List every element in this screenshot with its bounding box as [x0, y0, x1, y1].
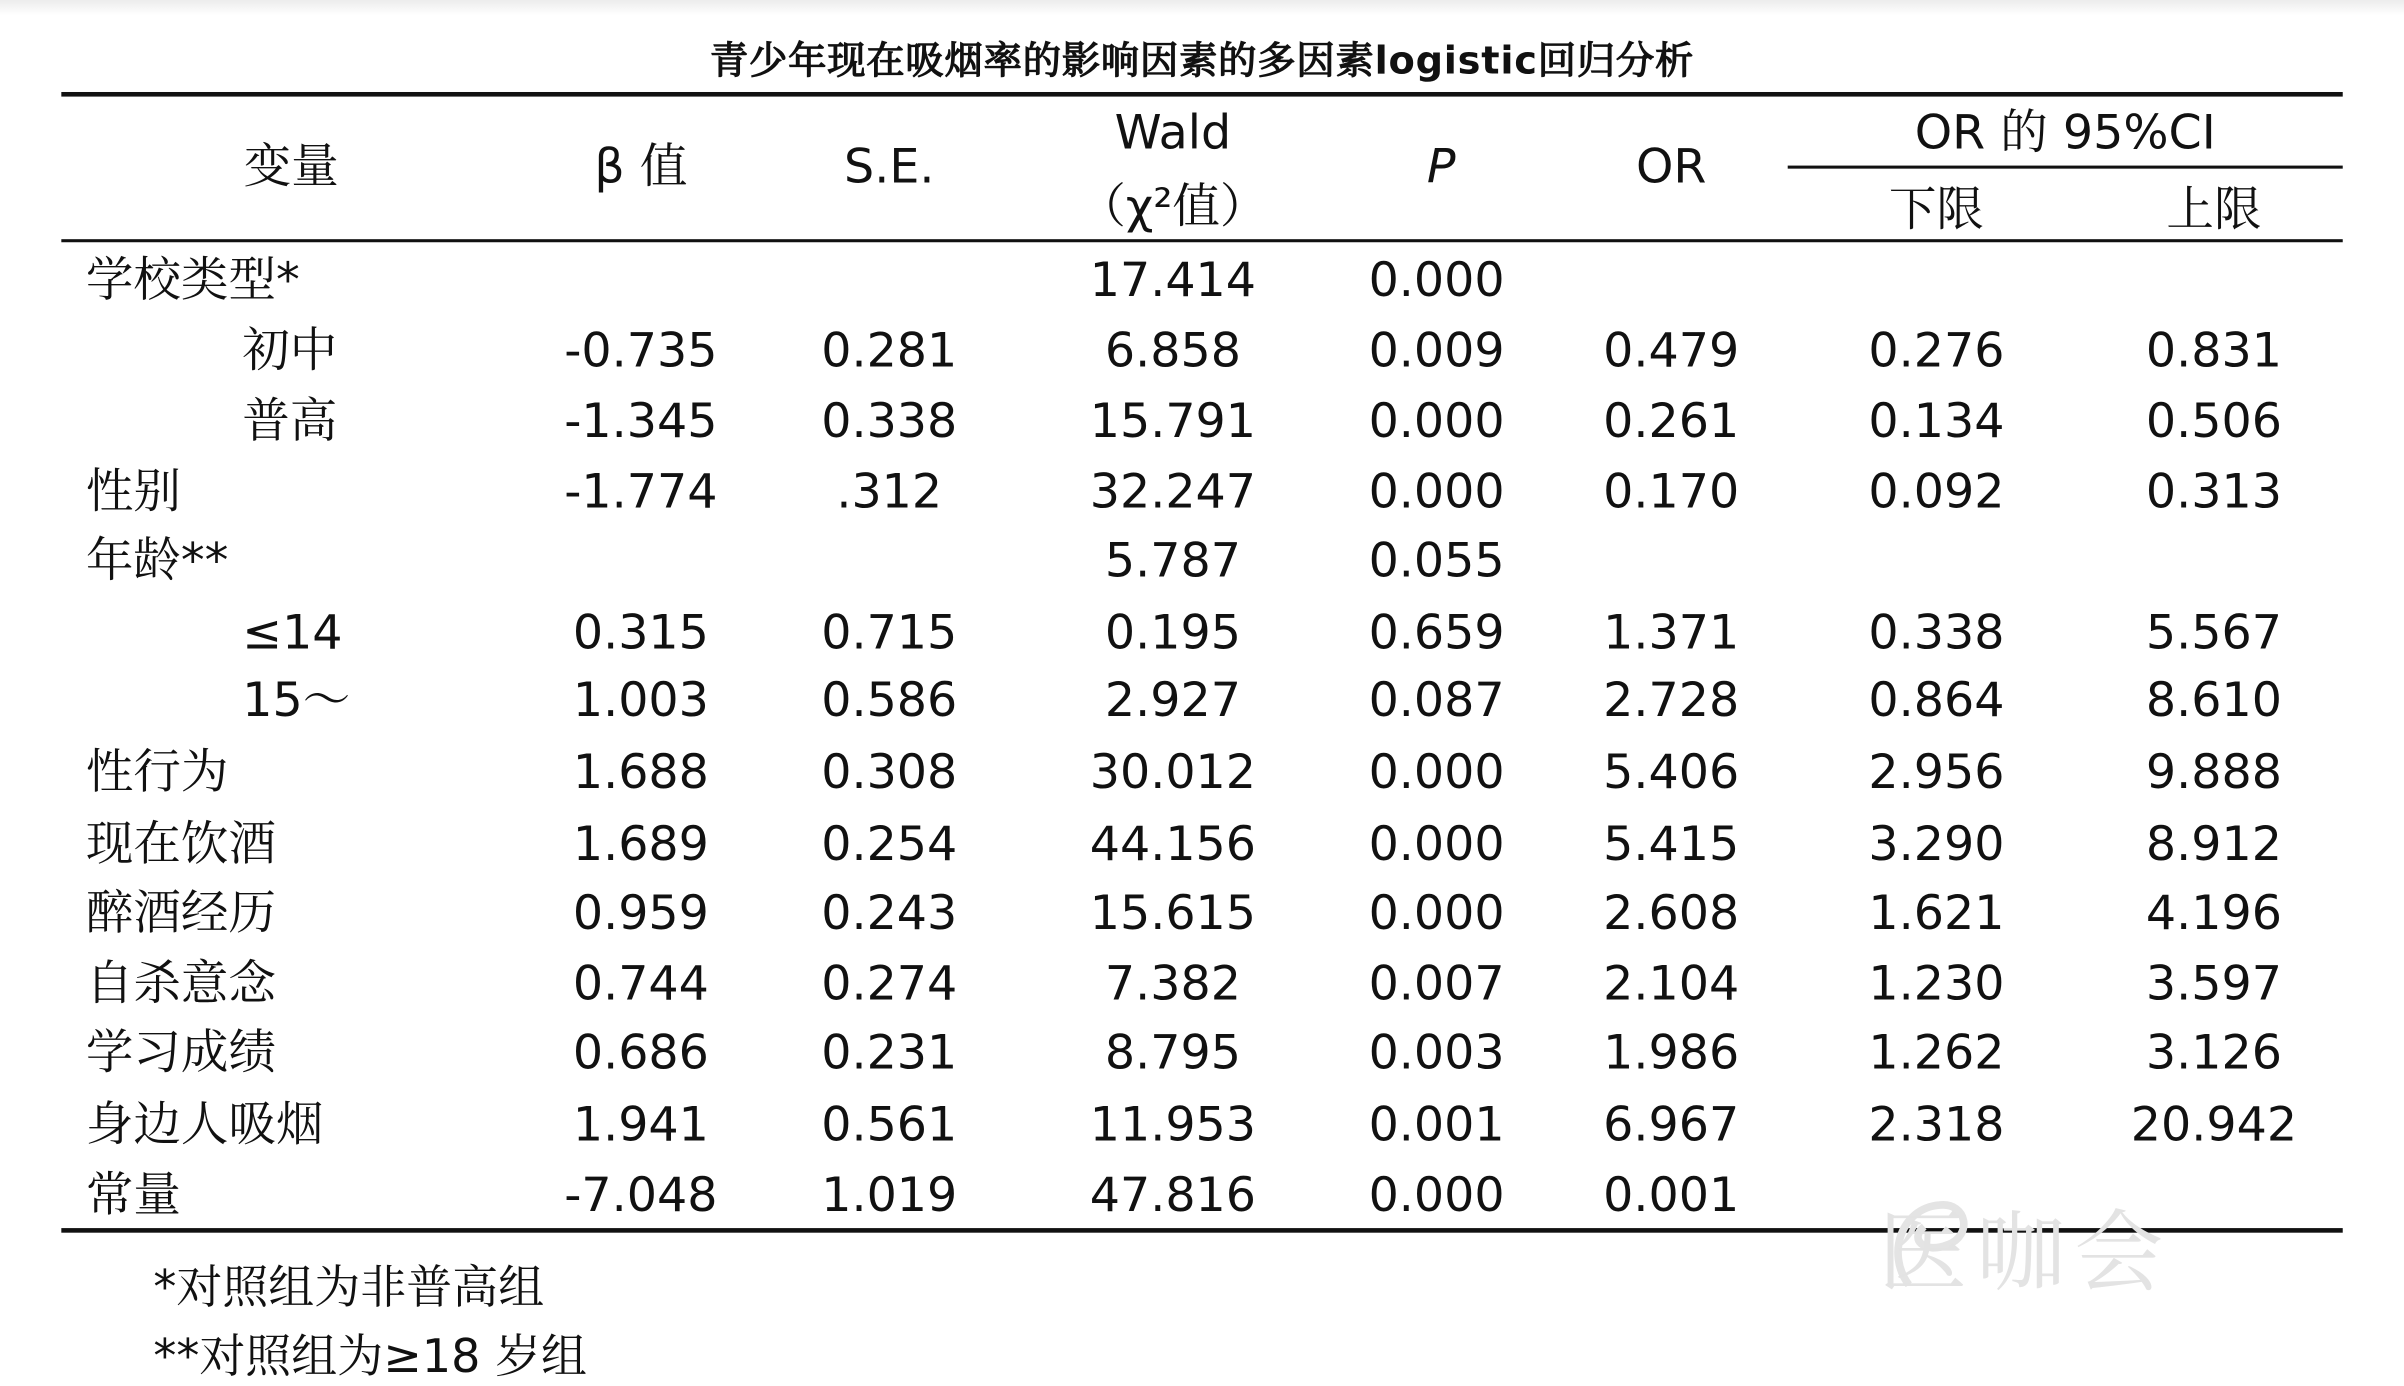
- header-or: OR: [1635, 139, 1707, 195]
- beta-cell: -7.048: [564, 1168, 718, 1224]
- se-cell: 0.274: [821, 956, 958, 1012]
- se-cell: 0.308: [821, 745, 958, 801]
- row-label: 醉酒经历: [85, 886, 276, 942]
- se-cell: 0.715: [821, 605, 958, 661]
- row-label: 身边人吸烟: [85, 1097, 324, 1153]
- p-cell: 0.001: [1368, 1097, 1505, 1153]
- wald-cell: 32.247: [1089, 464, 1257, 520]
- table-title: 青少年现在吸烟率的影响因素的多因素logistic回归分析: [709, 38, 1695, 83]
- p-cell: 0.000: [1368, 817, 1505, 873]
- p-cell: 0.000: [1368, 394, 1505, 450]
- row-label: 现在饮酒: [85, 817, 276, 873]
- wald-cell: 47.816: [1089, 1168, 1257, 1224]
- wald-cell: 7.382: [1104, 956, 1241, 1012]
- beta-cell: 0.959: [572, 886, 709, 942]
- header-wald-line1: Wald: [1114, 105, 1232, 161]
- ci-lower-cell: 0.092: [1868, 464, 2005, 520]
- p-cell: 0.003: [1368, 1025, 1505, 1081]
- or-cell: 2.104: [1603, 956, 1740, 1012]
- scan-edge: [0, 0, 2404, 15]
- se-cell: 0.243: [821, 886, 958, 942]
- ci-upper-cell: 3.597: [2145, 956, 2282, 1012]
- ci-upper-cell: 0.313: [2145, 464, 2282, 520]
- ci-upper-cell: 8.912: [2145, 817, 2282, 873]
- ci-upper-cell: 9.888: [2145, 745, 2282, 801]
- wald-cell: 30.012: [1089, 745, 1257, 801]
- p-cell: 0.000: [1368, 886, 1505, 942]
- wald-cell: 8.795: [1104, 1025, 1241, 1081]
- beta-cell: 1.941: [572, 1097, 709, 1153]
- beta-cell: 1.003: [572, 673, 709, 729]
- ci-upper-cell: 8.610: [2145, 673, 2282, 729]
- or-cell: 2.608: [1603, 886, 1740, 942]
- top-rule: [61, 92, 2342, 97]
- p-cell: 0.000: [1368, 464, 1505, 520]
- header-se: S.E.: [844, 139, 935, 195]
- p-cell: 0.659: [1368, 605, 1505, 661]
- watermark: 医咖会: [1878, 1200, 2173, 1305]
- header-ci-group: OR 的 95%CI: [1914, 105, 2216, 161]
- se-cell: 0.254: [821, 817, 958, 873]
- p-cell: 0.087: [1368, 673, 1505, 729]
- wald-cell: 15.791: [1089, 394, 1257, 450]
- wald-cell: 11.953: [1089, 1097, 1257, 1153]
- ci-upper-cell: 4.196: [2145, 886, 2282, 942]
- row-label: 常量: [85, 1168, 181, 1224]
- ci-lower-cell: 0.276: [1868, 323, 2005, 379]
- row-label: 初中: [242, 323, 338, 379]
- wald-cell: 5.787: [1104, 533, 1241, 589]
- ci-lower-cell: 1.262: [1868, 1025, 2005, 1081]
- or-cell: 6.967: [1603, 1097, 1740, 1153]
- beta-cell: -1.774: [564, 464, 718, 520]
- or-cell: 0.479: [1603, 323, 1740, 379]
- row-label: 自杀意念: [85, 956, 276, 1012]
- or-cell: 0.261: [1603, 394, 1740, 450]
- ci-group-rule: [1788, 166, 2343, 169]
- p-cell: 0.000: [1368, 252, 1505, 309]
- footnote-school-type: *对照组为非普高组: [153, 1261, 545, 1316]
- p-cell: 0.007: [1368, 956, 1505, 1012]
- p-cell: 0.055: [1368, 533, 1505, 589]
- ci-lower-cell: 2.318: [1868, 1097, 2005, 1153]
- or-cell: 1.371: [1603, 605, 1740, 661]
- header-beta: β 值: [594, 139, 688, 195]
- se-cell: 0.586: [821, 673, 958, 729]
- beta-cell: 0.744: [572, 956, 709, 1012]
- beta-cell: -0.735: [564, 323, 718, 379]
- header-rule: [61, 239, 2342, 242]
- beta-cell: 1.689: [572, 817, 709, 873]
- or-cell: 0.001: [1603, 1168, 1740, 1224]
- wald-cell: 44.156: [1089, 817, 1257, 873]
- ci-upper-cell: 20.942: [2130, 1097, 2298, 1153]
- footnote-age: **对照组为≥18 岁组: [153, 1330, 587, 1385]
- row-label: 学习成绩: [85, 1025, 276, 1081]
- or-cell: 2.728: [1603, 673, 1740, 729]
- se-cell: .312: [836, 464, 943, 520]
- or-cell: 5.415: [1603, 817, 1740, 873]
- or-cell: 5.406: [1603, 745, 1740, 801]
- header-wald-line2: （χ²值）: [1078, 179, 1268, 235]
- header-variable: 变量: [243, 139, 339, 195]
- p-cell: 0.009: [1368, 323, 1505, 379]
- ci-upper-cell: 3.126: [2145, 1025, 2282, 1081]
- header-ci-upper: 上限: [2166, 182, 2262, 238]
- header-p: P: [1426, 139, 1456, 195]
- beta-cell: 0.686: [572, 1025, 709, 1081]
- ci-lower-cell: 0.864: [1868, 673, 2005, 729]
- ci-upper-cell: 0.831: [2145, 323, 2282, 379]
- wald-cell: 6.858: [1104, 323, 1241, 379]
- wald-cell: 15.615: [1089, 886, 1257, 942]
- row-label: 性行为: [85, 745, 229, 801]
- row-label: 年龄**: [85, 533, 229, 589]
- beta-cell: 1.688: [572, 745, 709, 801]
- row-label: 学校类型*: [85, 252, 300, 309]
- header-ci-lower: 下限: [1888, 182, 1984, 238]
- row-label: 普高: [242, 394, 338, 450]
- beta-cell: 0.315: [572, 605, 709, 661]
- se-cell: 1.019: [821, 1168, 958, 1224]
- ci-lower-cell: 0.134: [1868, 394, 2005, 450]
- ci-lower-cell: 2.956: [1868, 745, 2005, 801]
- se-cell: 0.561: [821, 1097, 958, 1153]
- se-cell: 0.338: [821, 394, 958, 450]
- p-cell: 0.000: [1368, 1168, 1505, 1224]
- p-cell: 0.000: [1368, 745, 1505, 801]
- row-label: 15～: [242, 673, 351, 729]
- ci-upper-cell: 0.506: [2145, 394, 2282, 450]
- row-label: 性别: [85, 464, 181, 520]
- ci-upper-cell: 5.567: [2145, 605, 2282, 661]
- wald-cell: 0.195: [1104, 605, 1241, 661]
- row-label: ≤14: [242, 605, 343, 661]
- beta-cell: -1.345: [564, 394, 718, 450]
- ci-lower-cell: 3.290: [1868, 817, 2005, 873]
- wald-cell: 17.414: [1089, 252, 1257, 309]
- ci-lower-cell: 1.621: [1868, 886, 2005, 942]
- se-cell: 0.231: [821, 1025, 958, 1081]
- or-cell: 1.986: [1603, 1025, 1740, 1081]
- ci-lower-cell: 0.338: [1868, 605, 2005, 661]
- or-cell: 0.170: [1603, 464, 1740, 520]
- se-cell: 0.281: [821, 323, 958, 379]
- ci-lower-cell: 1.230: [1868, 956, 2005, 1012]
- wald-cell: 2.927: [1104, 673, 1241, 729]
